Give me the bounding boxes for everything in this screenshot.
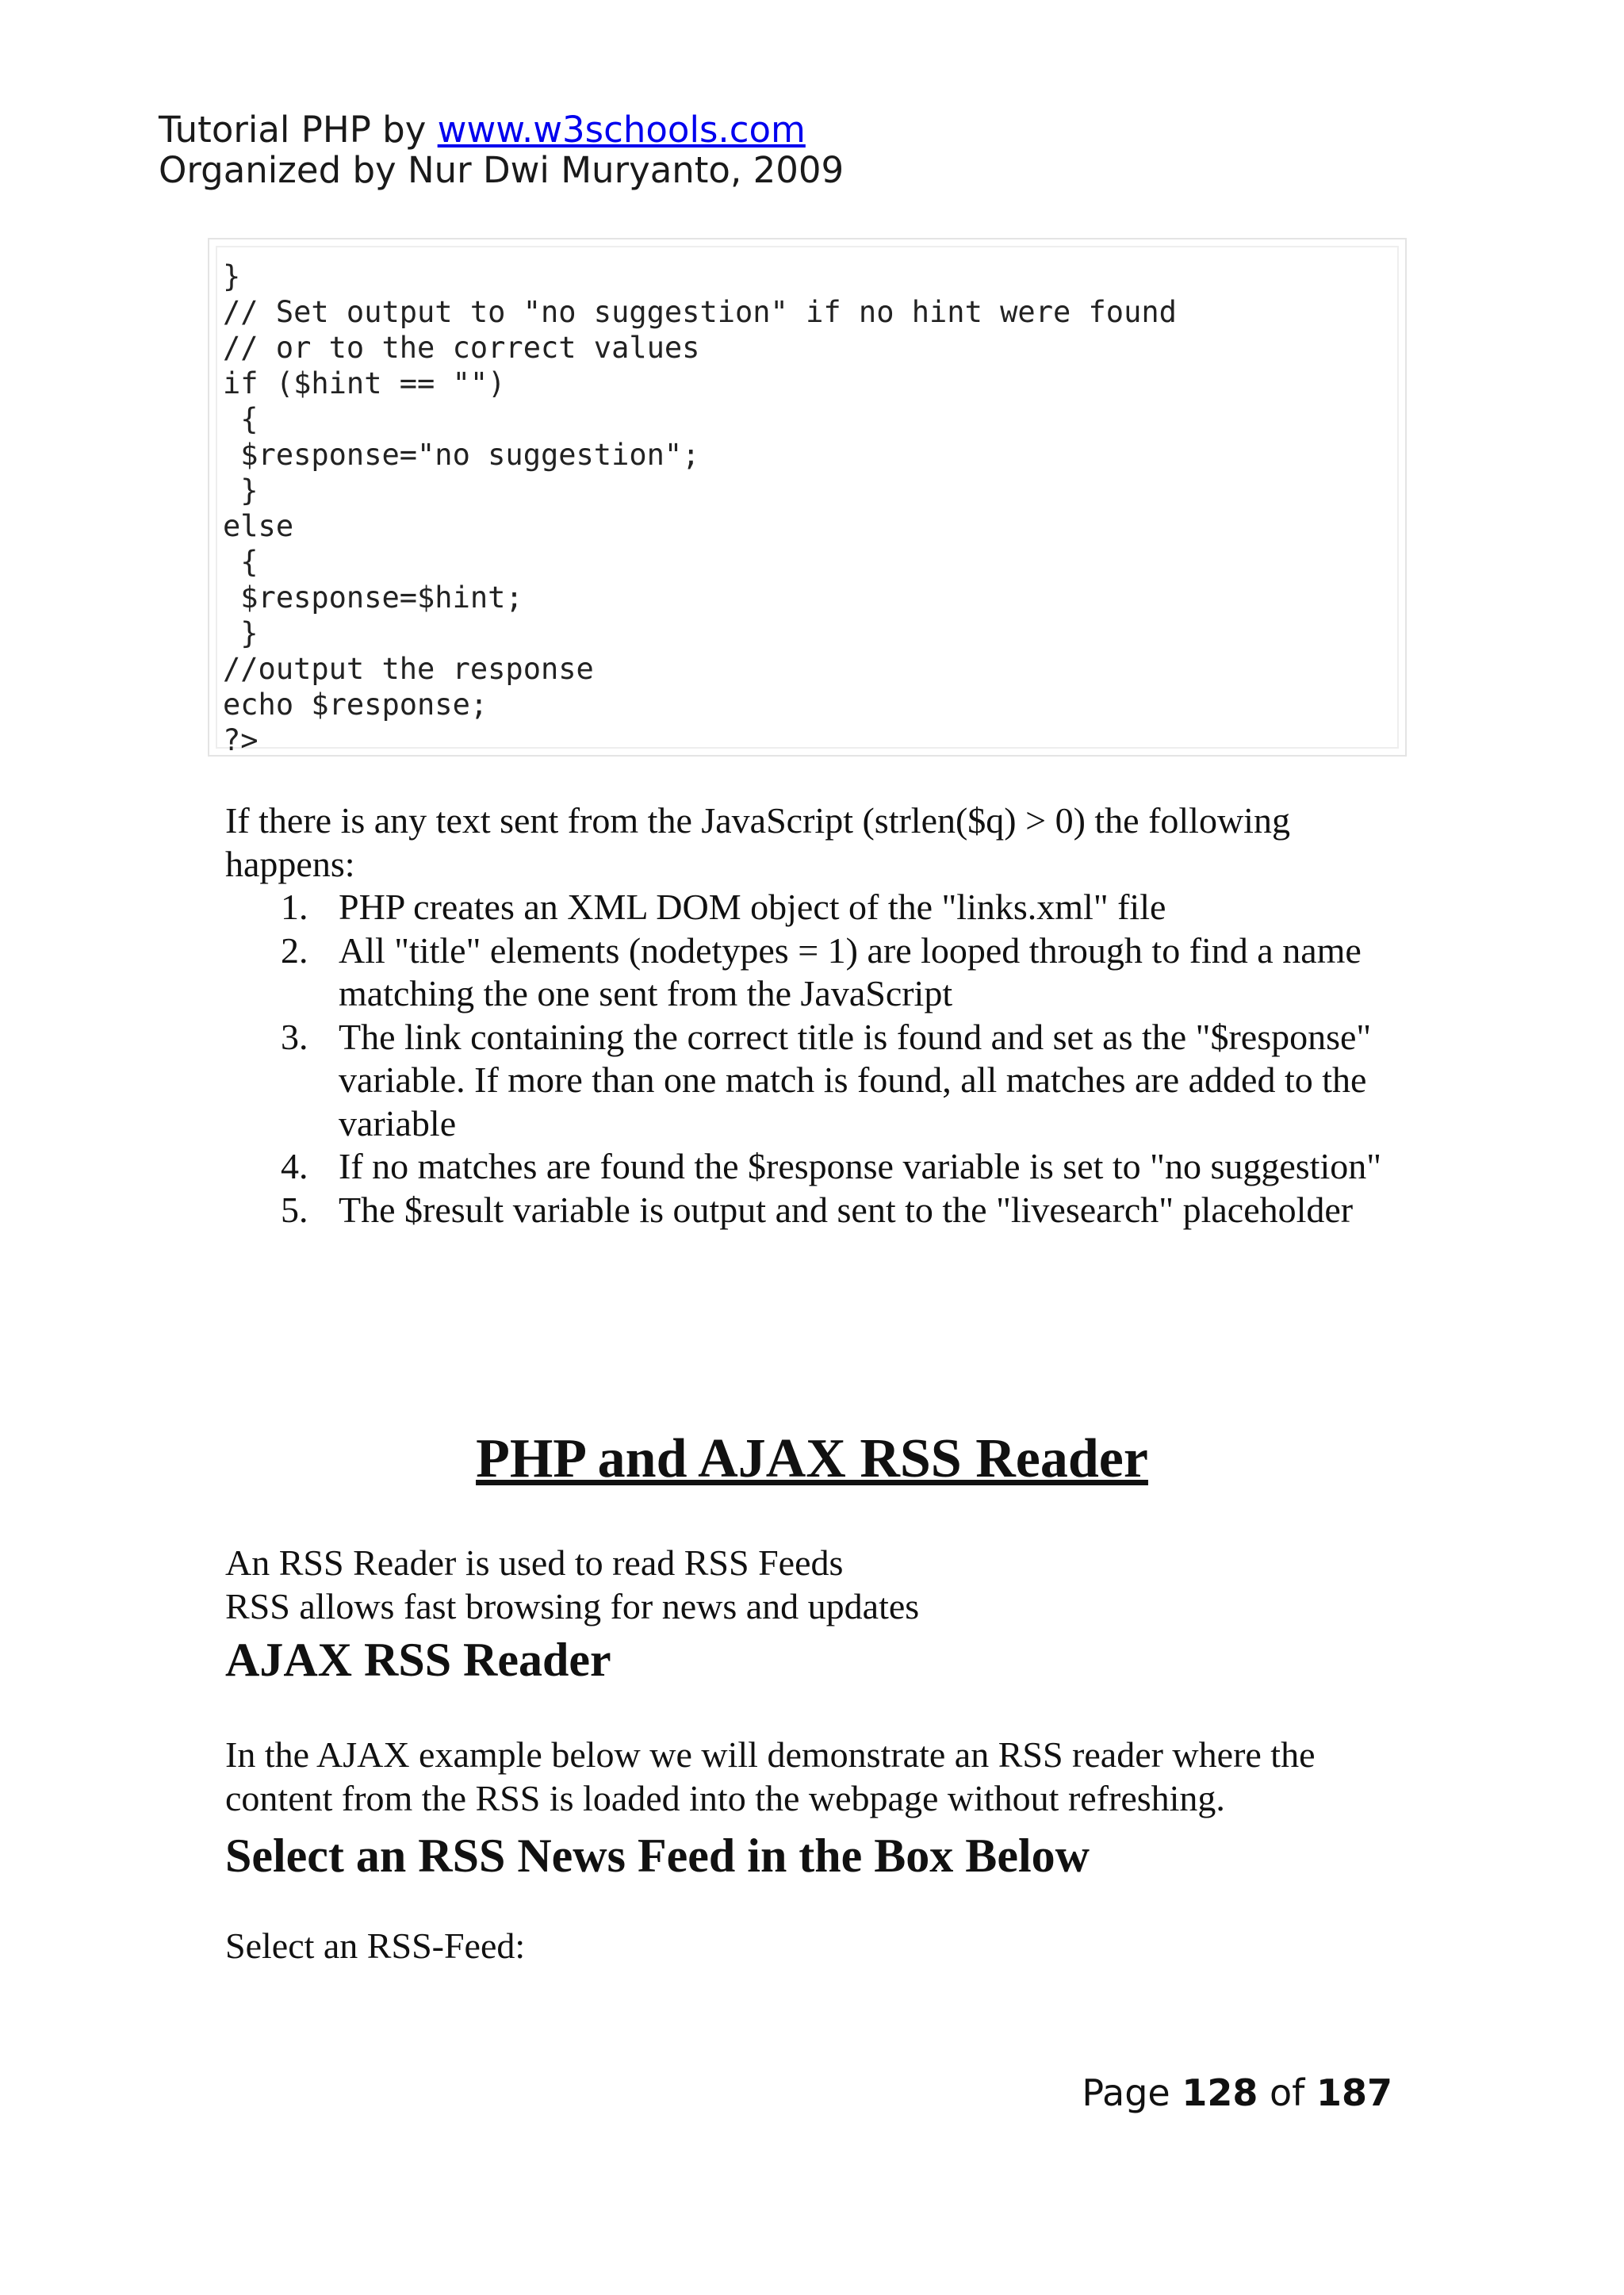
- list-item: [225, 929, 1399, 1016]
- code-block: [208, 238, 1407, 757]
- code-line: }: [223, 616, 259, 650]
- header-prefix: Tutorial PHP by: [159, 109, 438, 151]
- code-line: }: [223, 473, 259, 508]
- code-block-inner: [216, 246, 1399, 757]
- heading-select-feed: Select an RSS News Feed in the Box Below: [225, 1829, 1090, 1882]
- code-line: echo $response;: [223, 688, 488, 722]
- page-footer: [1082, 2071, 1392, 2114]
- list-item-text: All "title" elements (nodetypes = 1) are looped through to find a name matching the one sent from the JavaScript: [339, 929, 1362, 1013]
- list-item-number: 5.: [281, 1189, 308, 1230]
- list-item-number: 3.: [281, 1016, 308, 1057]
- intro-paragraph: If there is any text sent from the JavaScript (strlen($q) > 0) the following happens:: [225, 800, 1290, 884]
- code-line: // or to the correct values: [223, 331, 700, 365]
- code-line: $response=$hint;: [223, 580, 523, 615]
- steps-list: [225, 886, 1399, 1232]
- footer-page-word: Page: [1082, 2071, 1182, 2114]
- list-item: [225, 1145, 1399, 1189]
- footer-page-number: 128: [1182, 2071, 1258, 2114]
- footer-page-total: 187: [1316, 2071, 1392, 2114]
- select-feed-label: Select an RSS-Feed:: [225, 1925, 526, 1966]
- code-line: }: [223, 259, 241, 293]
- footer-of-word: of: [1258, 2071, 1316, 2114]
- code-line: $response="no suggestion";: [223, 438, 700, 472]
- code-line: if ($hint == ""): [223, 366, 506, 400]
- code-line: {: [223, 402, 259, 436]
- list-item: [225, 886, 1399, 929]
- rss-description: [225, 1542, 1399, 1628]
- code-line: else: [223, 509, 294, 543]
- code-line: ?>: [223, 723, 259, 757]
- page-header: [159, 109, 844, 190]
- list-item-text: If no matches are found the $response variable is set to "no suggestion": [339, 1146, 1381, 1186]
- list-item-text: PHP creates an XML DOM object of the "links.xml" file: [339, 887, 1166, 927]
- code-line: {: [223, 545, 259, 579]
- header-line-2: Organized by Nur Dwi Muryanto, 2009: [159, 149, 845, 191]
- list-item-number: 1.: [281, 887, 308, 927]
- list-item-text: The $result variable is output and sent to the "livesearch" placeholder: [339, 1189, 1354, 1230]
- list-item-number: 4.: [281, 1146, 308, 1186]
- code-line: // Set output to "no suggestion" if no hint were found: [223, 295, 1177, 329]
- header-line-1: [159, 109, 844, 150]
- list-item-number: 2.: [281, 929, 308, 971]
- heading-ajax-rss-reader: AJAX RSS Reader: [225, 1634, 611, 1686]
- section-title: PHP and AJAX RSS Reader: [476, 1428, 1148, 1489]
- code-line: //output the response: [223, 652, 594, 686]
- w3schools-link[interactable]: www.w3schools.com: [437, 109, 806, 151]
- rss-desc-line-1: An RSS Reader is used to read RSS Feeds: [225, 1542, 844, 1583]
- list-item: [225, 1189, 1399, 1232]
- list-item: [225, 1016, 1399, 1146]
- rss-desc-line-2: RSS allows fast browsing for news and updates: [225, 1585, 920, 1626]
- list-item-text: The link containing the correct title is found and set as the "$response" variable. If more than one match is found, all matches are added to the variable: [339, 1016, 1372, 1144]
- reader-paragraph: In the AJAX example below we will demonstrate an RSS reader where the content from the RSS is loaded into the webpage without refreshing.: [225, 1734, 1316, 1818]
